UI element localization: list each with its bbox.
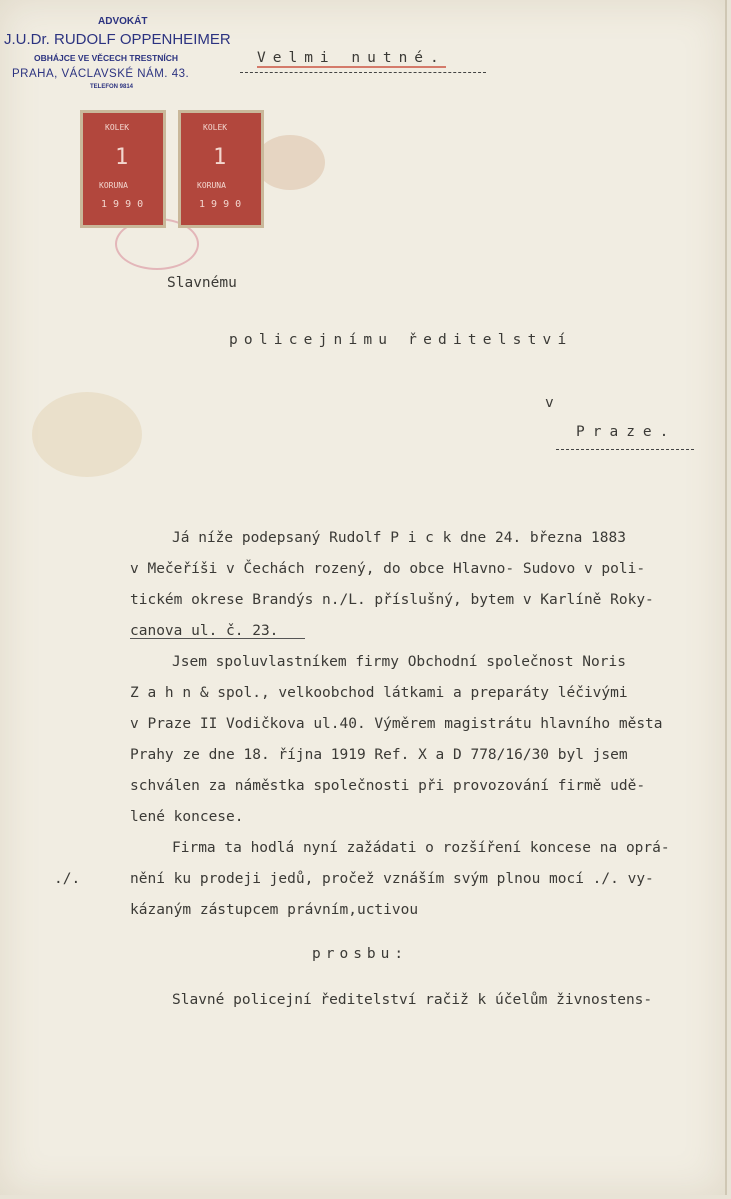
- revenue-stamp-year: 1 9 9 0: [199, 199, 242, 210]
- body-line: lené koncese.: [130, 809, 244, 825]
- letterhead-name: J.U.Dr. RUDOLF OPPENHEIMER: [4, 31, 231, 48]
- revenue-stamp-text-top: KOLEK: [105, 123, 130, 132]
- body-line: schválen za náměstka společnosti při provozování firmě udě-: [130, 778, 646, 794]
- urgent-note-dashes: [240, 72, 486, 73]
- body-line: canova ul. č. 23.: [130, 623, 279, 639]
- address-underline: [130, 638, 305, 639]
- letterhead-phone: TELEFON 9814: [90, 84, 134, 90]
- letterhead-address: PRAHA, VÁCLAVSKÉ NÁM. 43.: [12, 68, 190, 80]
- addressee-office: policejnímu ředitelství: [229, 332, 573, 348]
- margin-mark: ./.: [54, 871, 81, 887]
- letterhead-specialty: OBHÁJCE VE VĚCECH TRESTNÍCH: [34, 53, 179, 63]
- revenue-stamp-text-top: KOLEK: [203, 123, 228, 132]
- urgent-note: [257, 50, 446, 66]
- revenue-stamp-text-bottom: KORUNA: [197, 181, 226, 190]
- paper-stain: [32, 392, 142, 477]
- paper-stain: [255, 135, 325, 190]
- salutation: Slavnému: [167, 275, 237, 291]
- body-line: Prahy ze dne 18. října 1919 Ref. X a D 778/16/30 byl jsem: [130, 747, 628, 763]
- addressee-city-underline: [556, 449, 694, 450]
- body-line: nění ku prodeji jedů, pročež vznáším svým plnou mocí ./. vy-: [130, 871, 654, 887]
- body-line: Jsem spoluvlastníkem firmy Obchodní společnost Noris: [172, 654, 626, 670]
- body-line: v Mečeříši v Čechách rozený, do obce Hlavno- Sudovo v poli-: [130, 561, 646, 577]
- body-line: Firma ta hodlá nyní zažádati o rozšíření koncese na oprá-: [172, 840, 670, 856]
- addressee-city: Praze.: [576, 424, 677, 440]
- request-heading: prosbu:: [312, 946, 409, 962]
- revenue-stamp-value: 1: [115, 145, 129, 170]
- final-line: Slavné policejní ředitelství račiž k účelům živnostens-: [172, 992, 653, 1008]
- revenue-stamp: [178, 110, 264, 228]
- revenue-stamp: [80, 110, 166, 228]
- addressee-preposition: v: [545, 395, 554, 411]
- body-line: Z a h n & spol., velkoobchod látkami a preparáty léčivými: [130, 685, 628, 701]
- revenue-stamp-year: 1 9 9 0: [101, 199, 144, 210]
- body-line: Já níže podepsaný Rudolf P i c k dne 24. března 1883: [172, 530, 626, 546]
- letterhead-title: ADVOKÁT: [98, 16, 148, 27]
- revenue-stamp-text-bottom: KORUNA: [99, 181, 128, 190]
- revenue-stamp-value: 1: [213, 145, 227, 170]
- body-line: kázaným zástupcem právním,uctivou: [130, 902, 419, 918]
- body-line: tickém okrese Brandýs n./L. příslušný, bytem v Karlíně Roky-: [130, 592, 654, 608]
- urgent-note-text: Velmi nutné.: [257, 50, 446, 66]
- body-line: v Praze II Vodičkova ul.40. Výměrem magistrátu hlavního města: [130, 716, 663, 732]
